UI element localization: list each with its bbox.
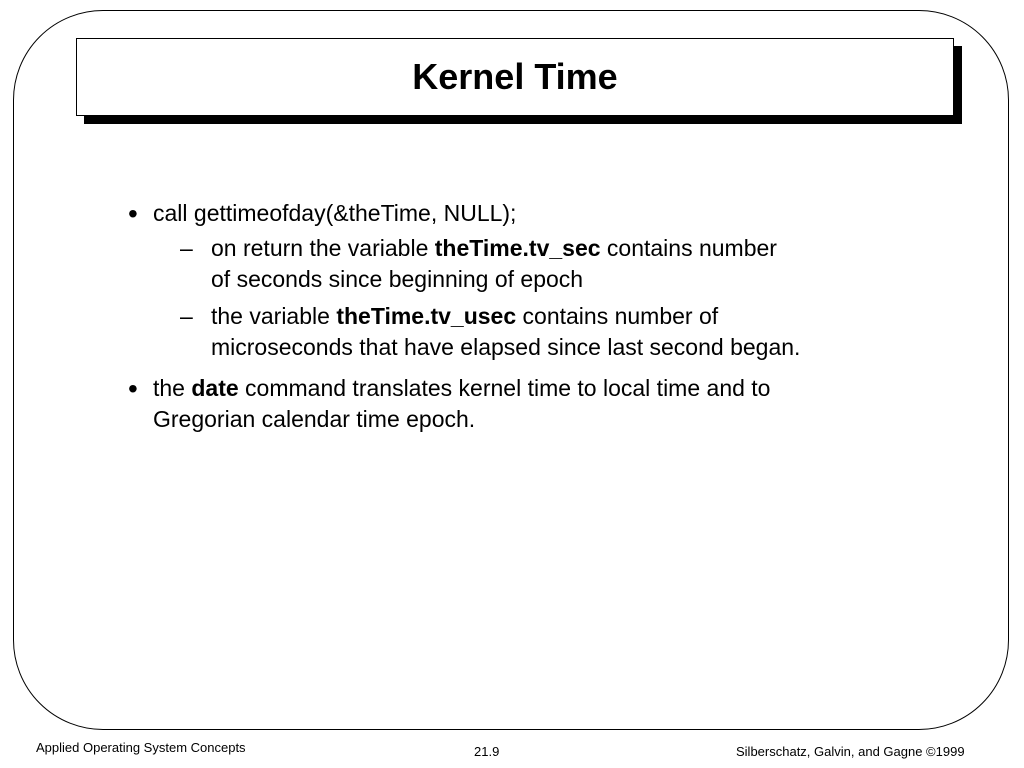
sub-text-bold: theTime.tv_sec	[434, 235, 601, 261]
slide-content	[128, 198, 928, 445]
sub-list	[153, 233, 928, 363]
dash-marker: –	[180, 303, 193, 329]
sub-text-bold: theTime.tv_usec	[336, 303, 517, 329]
bullet-text-pre: the	[153, 375, 192, 401]
footer-page-number: 21.9	[474, 744, 500, 759]
sub-text-pre: the variable	[211, 303, 337, 329]
sub-text-line2: microseconds that have elapsed since last second began.	[211, 334, 801, 360]
bullet-text-line2: Gregorian calendar time epoch.	[153, 406, 476, 432]
bullet-item	[128, 373, 928, 435]
sub-text-pre: on return the variable	[211, 235, 435, 261]
sub-text-post: contains number of	[516, 303, 719, 329]
title-box	[76, 38, 954, 116]
bullet-marker: •	[128, 198, 138, 229]
bullet-marker: •	[128, 373, 138, 404]
footer-course-title: Applied Operating System Concepts	[36, 740, 246, 755]
sub-text-post: contains number	[600, 235, 777, 261]
sub-bullet-item	[153, 301, 928, 363]
bullet-text-post: command translates kernel time to local time and to	[238, 375, 771, 401]
sub-text-line2: of seconds since beginning of epoch	[211, 266, 584, 292]
sub-bullet-item	[153, 233, 928, 295]
bullet-text: call gettimeofday(&theTime, NULL);	[153, 200, 517, 226]
bullet-item	[128, 198, 928, 363]
slide-title: Kernel Time	[412, 56, 618, 97]
footer-copyright: Silberschatz, Galvin, and Gagne ©1999	[736, 744, 965, 759]
dash-marker: –	[180, 235, 193, 261]
bullet-text-bold: date	[191, 375, 239, 401]
